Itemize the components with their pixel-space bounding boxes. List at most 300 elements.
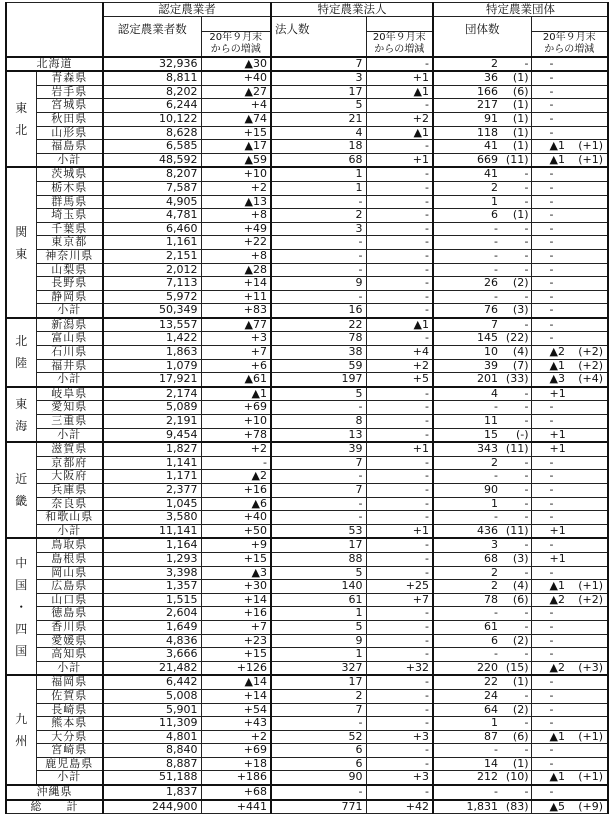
groups-count-paren: -	[501, 785, 531, 800]
corps-count: -	[271, 470, 366, 484]
groups-count: -	[433, 263, 501, 277]
corps-count: 18	[271, 140, 366, 154]
groups-count: 22	[433, 675, 501, 689]
groups-change-paren	[571, 85, 608, 99]
groups-change: +1	[531, 442, 571, 456]
groups-change: -	[531, 99, 571, 113]
farmers-change: ▲6	[201, 497, 271, 511]
certified-farmers-table	[5, 2, 609, 814]
prefecture-name: 埼玉県	[36, 209, 103, 223]
groups-change-paren	[571, 236, 608, 250]
farmers-change: +69	[201, 744, 271, 758]
groups-count-paren: -	[501, 387, 531, 401]
corps-change: -	[366, 167, 433, 181]
groups-change-paren	[571, 703, 608, 717]
farmers-change: +43	[201, 717, 271, 731]
farmers-change: +30	[201, 580, 271, 594]
groups-count: -	[433, 648, 501, 662]
corps-count: 6	[271, 757, 366, 771]
groups-change-paren	[571, 717, 608, 731]
table-row	[6, 511, 608, 525]
groups-count: 1	[433, 717, 501, 731]
groups-change-paren	[571, 99, 608, 113]
table-row	[6, 359, 608, 373]
groups-count-paren: -	[501, 689, 531, 703]
groups-change: -	[531, 511, 571, 525]
subtotal-label: 小計	[36, 524, 103, 538]
farmers-change: +16	[201, 607, 271, 621]
groups-change-paren	[571, 757, 608, 771]
groups-count: 68	[433, 552, 501, 566]
table-row	[6, 675, 608, 689]
corps-count: 327	[271, 661, 366, 675]
farmers-count: 6,442	[103, 675, 201, 689]
farmers-count: 1,141	[103, 456, 201, 470]
header-groups-count: 団体数	[433, 16, 531, 57]
groups-change-paren	[571, 195, 608, 209]
farmers-change: +50	[201, 524, 271, 538]
corps-count: 5	[271, 566, 366, 580]
farmers-count: 8,811	[103, 71, 201, 85]
groups-count-paren: -	[501, 717, 531, 731]
table-row	[6, 263, 608, 277]
table-row	[6, 153, 608, 167]
groups-change: ▲2	[531, 661, 571, 675]
table-row	[6, 209, 608, 223]
groups-count-paren: (-)	[501, 428, 531, 442]
groups-count-paren: (1)	[501, 112, 531, 126]
groups-count: 7	[433, 318, 501, 332]
groups-change: ▲3	[531, 373, 571, 387]
groups-change: -	[531, 304, 571, 318]
groups-change-paren: (+9)	[571, 800, 608, 814]
groups-count: 436	[433, 524, 501, 538]
groups-change: -	[531, 263, 571, 277]
corps-change: +42	[366, 800, 433, 814]
table-row	[6, 524, 608, 538]
corps-change: +2	[366, 359, 433, 373]
groups-count-paren: (6)	[501, 593, 531, 607]
farmers-change: ▲13	[201, 195, 271, 209]
corps-count: 9	[271, 634, 366, 648]
groups-count-paren: (4)	[501, 346, 531, 360]
farmers-count: 2,012	[103, 263, 201, 277]
prefecture-name: 秋田県	[36, 112, 103, 126]
corps-count: 1	[271, 167, 366, 181]
corps-change: -	[366, 552, 433, 566]
groups-count: 15	[433, 428, 501, 442]
corps-change: -	[366, 456, 433, 470]
farmers-change: +8	[201, 249, 271, 263]
groups-change-paren	[571, 470, 608, 484]
farmers-change: ▲28	[201, 263, 271, 277]
groups-count-paren: -	[501, 263, 531, 277]
table-row	[6, 195, 608, 209]
groups-count-paren: (6)	[501, 85, 531, 99]
farmers-change: +23	[201, 634, 271, 648]
region-label-tokai: 東 海	[6, 387, 36, 442]
table-row	[6, 126, 608, 140]
farmers-change: ▲27	[201, 85, 271, 99]
prefecture-name: 島根県	[36, 552, 103, 566]
corps-change: -	[366, 140, 433, 154]
groups-change: -	[531, 470, 571, 484]
corps-change: -	[366, 538, 433, 552]
prefecture-name: 滋賀県	[36, 442, 103, 456]
corps-change: +1	[366, 442, 433, 456]
groups-count-paren: (1)	[501, 140, 531, 154]
table-row	[6, 332, 608, 346]
farmers-change: +11	[201, 290, 271, 304]
farmers-change: +16	[201, 484, 271, 498]
groups-change-paren: (+1)	[571, 153, 608, 167]
groups-change: -	[531, 57, 571, 72]
table-row	[6, 757, 608, 771]
table-row	[6, 593, 608, 607]
corps-change: -	[366, 99, 433, 113]
groups-count-paren: -	[501, 195, 531, 209]
corps-change: -	[366, 387, 433, 401]
groups-count: 64	[433, 703, 501, 717]
farmers-count: 2,377	[103, 484, 201, 498]
groups-count-paren: -	[501, 648, 531, 662]
corps-change: +4	[366, 346, 433, 360]
groups-count-paren: -	[501, 222, 531, 236]
groups-count-paren: (10)	[501, 771, 531, 785]
groups-change: -	[531, 634, 571, 648]
corps-count: 4	[271, 126, 366, 140]
region-label-kyushu: 九 州	[6, 675, 36, 785]
groups-change: ▲1	[531, 771, 571, 785]
farmers-count: 48,592	[103, 153, 201, 167]
farmers-count: 5,008	[103, 689, 201, 703]
corps-count: 1	[271, 607, 366, 621]
groups-count-paren: -	[501, 484, 531, 498]
farmers-change: +22	[201, 236, 271, 250]
farmers-count: 8,628	[103, 126, 201, 140]
groups-change-paren	[571, 126, 608, 140]
farmers-count: 8,840	[103, 744, 201, 758]
farmers-change: +8	[201, 209, 271, 223]
corps-count: 59	[271, 359, 366, 373]
groups-change-paren	[571, 249, 608, 263]
groups-change: +1	[531, 387, 571, 401]
prefecture-name: 山形県	[36, 126, 103, 140]
corps-count: 17	[271, 538, 366, 552]
farmers-count: 10,122	[103, 112, 201, 126]
prefecture-name: 鹿児島県	[36, 757, 103, 771]
farmers-change: +7	[201, 346, 271, 360]
prefecture-name: 福島県	[36, 140, 103, 154]
prefecture-name: 山口県	[36, 593, 103, 607]
corps-count: 7	[271, 484, 366, 498]
groups-count-paren: -	[501, 497, 531, 511]
row-label: 北海道	[6, 57, 103, 72]
prefecture-name: 大阪府	[36, 470, 103, 484]
row-label: 沖縄県	[6, 785, 103, 800]
groups-count: 2	[433, 566, 501, 580]
prefecture-name: 岐阜県	[36, 387, 103, 401]
farmers-change: +10	[201, 167, 271, 181]
groups-count: 87	[433, 730, 501, 744]
groups-change-paren	[571, 57, 608, 72]
corps-change: -	[366, 332, 433, 346]
table-row	[6, 730, 608, 744]
groups-change: -	[531, 222, 571, 236]
table-row	[6, 634, 608, 648]
table-row	[6, 387, 608, 401]
groups-change: -	[531, 249, 571, 263]
corps-change: +7	[366, 593, 433, 607]
corps-count: 2	[271, 209, 366, 223]
table-row	[6, 71, 608, 85]
corps-change: +2	[366, 112, 433, 126]
farmers-change: ▲77	[201, 318, 271, 332]
corps-change: -	[366, 249, 433, 263]
corps-count: 38	[271, 346, 366, 360]
groups-count: -	[433, 470, 501, 484]
header-farmers: 認定農業者	[103, 3, 271, 17]
header-groups: 特定農業団体	[433, 3, 608, 17]
region-label-hokuriku: 北 陸	[6, 318, 36, 387]
farmers-count: 1,649	[103, 620, 201, 634]
farmers-count: 1,164	[103, 538, 201, 552]
farmers-count: 4,905	[103, 195, 201, 209]
farmers-count: 7,113	[103, 277, 201, 291]
groups-count-paren: -	[501, 290, 531, 304]
corps-change: -	[366, 484, 433, 498]
farmers-count: 1,357	[103, 580, 201, 594]
corps-count: 2	[271, 689, 366, 703]
subtotal-label: 小計	[36, 428, 103, 442]
groups-change-paren	[571, 112, 608, 126]
groups-count: 2	[433, 57, 501, 72]
corps-count: 7	[271, 57, 366, 72]
groups-count-paren: -	[501, 744, 531, 758]
groups-count: 41	[433, 140, 501, 154]
table-row	[6, 318, 608, 332]
corps-change: -	[366, 304, 433, 318]
corps-change: +1	[366, 153, 433, 167]
subtotal-label: 小計	[36, 153, 103, 167]
corps-change: -	[366, 744, 433, 758]
table-row	[6, 456, 608, 470]
corps-count: 16	[271, 304, 366, 318]
table-row	[6, 167, 608, 181]
corps-count: -	[271, 290, 366, 304]
farmers-change: +9	[201, 538, 271, 552]
corps-count: -	[271, 263, 366, 277]
corps-count: 21	[271, 112, 366, 126]
corps-change: -	[366, 689, 433, 703]
farmers-change: +40	[201, 71, 271, 85]
table-row	[6, 373, 608, 387]
groups-change-paren	[571, 484, 608, 498]
farmers-change: ▲17	[201, 140, 271, 154]
groups-count-paren: (6)	[501, 730, 531, 744]
groups-change: -	[531, 401, 571, 415]
groups-change-paren	[571, 456, 608, 470]
prefecture-name: 愛媛県	[36, 634, 103, 648]
groups-change: -	[531, 497, 571, 511]
prefecture-name: 三重県	[36, 415, 103, 429]
table-row	[6, 552, 608, 566]
table-row	[6, 497, 608, 511]
corner-cell	[6, 3, 103, 57]
farmers-count: 1,837	[103, 785, 201, 800]
table-row	[6, 99, 608, 113]
groups-change-paren	[571, 675, 608, 689]
farmers-change: +18	[201, 757, 271, 771]
farmers-change: ▲14	[201, 675, 271, 689]
farmers-count: 1,161	[103, 236, 201, 250]
groups-change: -	[531, 318, 571, 332]
farmers-change: +3	[201, 332, 271, 346]
groups-change-paren	[571, 332, 608, 346]
corps-change: -	[366, 401, 433, 415]
groups-change: -	[531, 85, 571, 99]
corps-change: +1	[366, 71, 433, 85]
groups-change-paren	[571, 785, 608, 800]
farmers-change: +126	[201, 661, 271, 675]
farmers-count: 8,887	[103, 757, 201, 771]
corps-change: -	[366, 497, 433, 511]
corps-count: -	[271, 511, 366, 525]
header-spacer	[201, 16, 271, 31]
groups-count-paren: (1)	[501, 126, 531, 140]
table-row	[6, 580, 608, 594]
farmers-count: 3,666	[103, 648, 201, 662]
groups-count-paren: -	[501, 566, 531, 580]
corps-change: ▲1	[366, 85, 433, 99]
table-row	[6, 785, 608, 800]
corps-change: -	[366, 181, 433, 195]
corps-change: -	[366, 757, 433, 771]
corps-count: -	[271, 785, 366, 800]
groups-change-paren	[571, 277, 608, 291]
groups-change: -	[531, 703, 571, 717]
corps-change: -	[366, 566, 433, 580]
table-row	[6, 222, 608, 236]
header-spacer	[531, 16, 608, 31]
header-farmers-count: 認定農業者数	[103, 16, 201, 57]
farmers-count: 1,171	[103, 470, 201, 484]
groups-count-paren: -	[501, 181, 531, 195]
groups-change: -	[531, 236, 571, 250]
groups-change-paren	[571, 209, 608, 223]
farmers-change: +7	[201, 620, 271, 634]
groups-count: 212	[433, 771, 501, 785]
groups-change-paren	[571, 538, 608, 552]
corps-count: 9	[271, 277, 366, 291]
table-row	[6, 470, 608, 484]
farmers-change: -	[201, 456, 271, 470]
groups-count: 26	[433, 277, 501, 291]
prefecture-name: 徳島県	[36, 607, 103, 621]
groups-count-paren: (11)	[501, 153, 531, 167]
farmers-count: 5,901	[103, 703, 201, 717]
groups-change-paren: (+3)	[571, 661, 608, 675]
farmers-count: 1,293	[103, 552, 201, 566]
farmers-change: ▲2	[201, 470, 271, 484]
table-row	[6, 415, 608, 429]
farmers-change: +14	[201, 277, 271, 291]
corps-change: -	[366, 607, 433, 621]
table-row	[6, 689, 608, 703]
groups-count: -	[433, 249, 501, 263]
farmers-count: 1,515	[103, 593, 201, 607]
groups-count-paren: (3)	[501, 552, 531, 566]
groups-count: -	[433, 511, 501, 525]
prefecture-name: 山梨県	[36, 263, 103, 277]
groups-count: 669	[433, 153, 501, 167]
corps-count: 6	[271, 744, 366, 758]
groups-count: 61	[433, 620, 501, 634]
farmers-count: 2,174	[103, 387, 201, 401]
farmers-count: 1,827	[103, 442, 201, 456]
header-farmers-change: 20年９月末 からの増減	[201, 31, 271, 57]
groups-count: 201	[433, 373, 501, 387]
prefecture-name: 高知県	[36, 648, 103, 662]
farmers-count: 50,349	[103, 304, 201, 318]
prefecture-name: 福岡県	[36, 675, 103, 689]
groups-change: -	[531, 277, 571, 291]
corps-change: -	[366, 717, 433, 731]
groups-change: -	[531, 620, 571, 634]
table-row	[6, 717, 608, 731]
groups-count-paren: -	[501, 249, 531, 263]
groups-count-paren: (11)	[501, 442, 531, 456]
groups-change: -	[531, 290, 571, 304]
groups-count-paren: (83)	[501, 800, 531, 814]
corps-count: 8	[271, 415, 366, 429]
corps-change: -	[366, 57, 433, 72]
groups-count: 118	[433, 126, 501, 140]
groups-count-paren: (1)	[501, 209, 531, 223]
farmers-change: +2	[201, 442, 271, 456]
corps-change: -	[366, 209, 433, 223]
groups-change: -	[531, 181, 571, 195]
farmers-change: +2	[201, 730, 271, 744]
corps-change: +32	[366, 661, 433, 675]
corps-count: 90	[271, 771, 366, 785]
farmers-change: +78	[201, 428, 271, 442]
groups-count: 1	[433, 497, 501, 511]
prefecture-name: 岩手県	[36, 85, 103, 99]
farmers-change: +40	[201, 511, 271, 525]
corps-change: +1	[366, 524, 433, 538]
region-label-kinki: 近 畿	[6, 442, 36, 538]
subtotal-label: 小計	[36, 304, 103, 318]
groups-count-paren: (22)	[501, 332, 531, 346]
groups-count: 24	[433, 689, 501, 703]
corps-count: 13	[271, 428, 366, 442]
groups-count-paren: -	[501, 538, 531, 552]
groups-change: -	[531, 566, 571, 580]
prefecture-name: 神奈川県	[36, 249, 103, 263]
prefecture-name: 佐賀県	[36, 689, 103, 703]
groups-change: -	[531, 607, 571, 621]
groups-change: -	[531, 415, 571, 429]
farmers-count: 1,422	[103, 332, 201, 346]
farmers-change: ▲61	[201, 373, 271, 387]
prefecture-name: 群馬県	[36, 195, 103, 209]
groups-change-paren	[571, 263, 608, 277]
groups-change-paren: (+1)	[571, 730, 608, 744]
header-corps-change: 20年９月末 からの増減	[366, 31, 433, 57]
farmers-count: 5,972	[103, 290, 201, 304]
corps-count: 5	[271, 387, 366, 401]
